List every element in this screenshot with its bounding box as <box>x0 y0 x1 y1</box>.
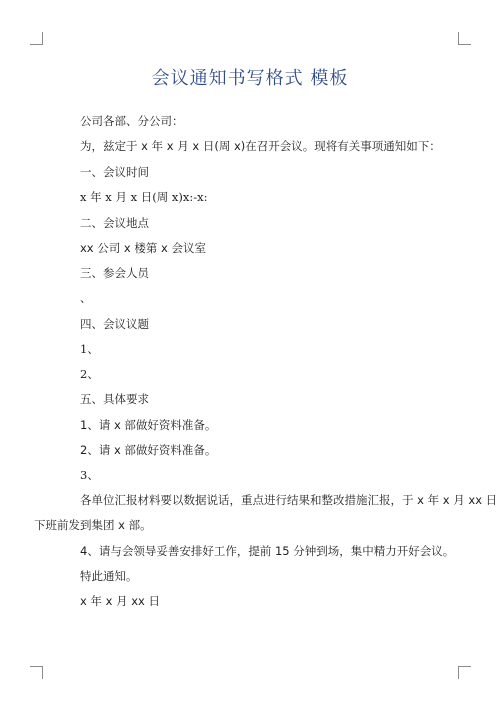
crop-mark-top-right <box>458 32 471 45</box>
section-heading-topics: 四、会议议题 <box>80 317 149 331</box>
meeting-location-value: xx 公司 x 楼第 x 会议室 <box>80 241 206 255</box>
topic-item-1: 1、 <box>80 342 99 356</box>
section-heading-requirements: 五、具体要求 <box>80 392 149 406</box>
requirement-item-3: 3、 <box>80 468 99 482</box>
crop-mark-bottom-left <box>30 666 43 679</box>
section-heading-attendees: 三、参会人员 <box>80 266 149 280</box>
crop-mark-top-left <box>30 32 43 45</box>
attendees-value: 、 <box>80 291 92 305</box>
crop-mark-bottom-right <box>458 666 471 679</box>
section-heading-location: 二、会议地点 <box>80 216 149 230</box>
salutation: 公司各部、分公司： <box>80 114 184 128</box>
document-title: 会议通知书写格式 模板 <box>151 68 349 89</box>
requirement-item-1: 1、请 x 部做好资料准备。 <box>80 418 217 432</box>
intro-paragraph: 为，兹定于 x 年 x 月 x 日(周 x)在召开会议。现将有关事项通知如下： <box>80 139 441 153</box>
requirement-paragraph-line-2: 下班前发到集团 x 部。 <box>34 518 152 532</box>
requirement-item-4: 4、请与会领导妥善安排好工作，提前 15 分钟到场，集中精力开好会议。 <box>80 544 455 558</box>
meeting-time-value: x 年 x 月 x 日(周 x)x:-x: <box>80 190 208 204</box>
document-date: x 年 x 月 xx 日 <box>80 594 160 608</box>
closing-text: 特此通知。 <box>80 569 138 583</box>
requirement-item-2: 2、请 x 部做好资料准备。 <box>80 443 217 457</box>
requirement-paragraph-line-1: 各单位汇报材料要以数据说话，重点进行结果和整改措施汇报，于 x 年 x 月 xx 日 <box>80 493 498 507</box>
section-heading-time: 一、会议时间 <box>80 165 149 179</box>
topic-item-2: 2、 <box>80 367 99 381</box>
